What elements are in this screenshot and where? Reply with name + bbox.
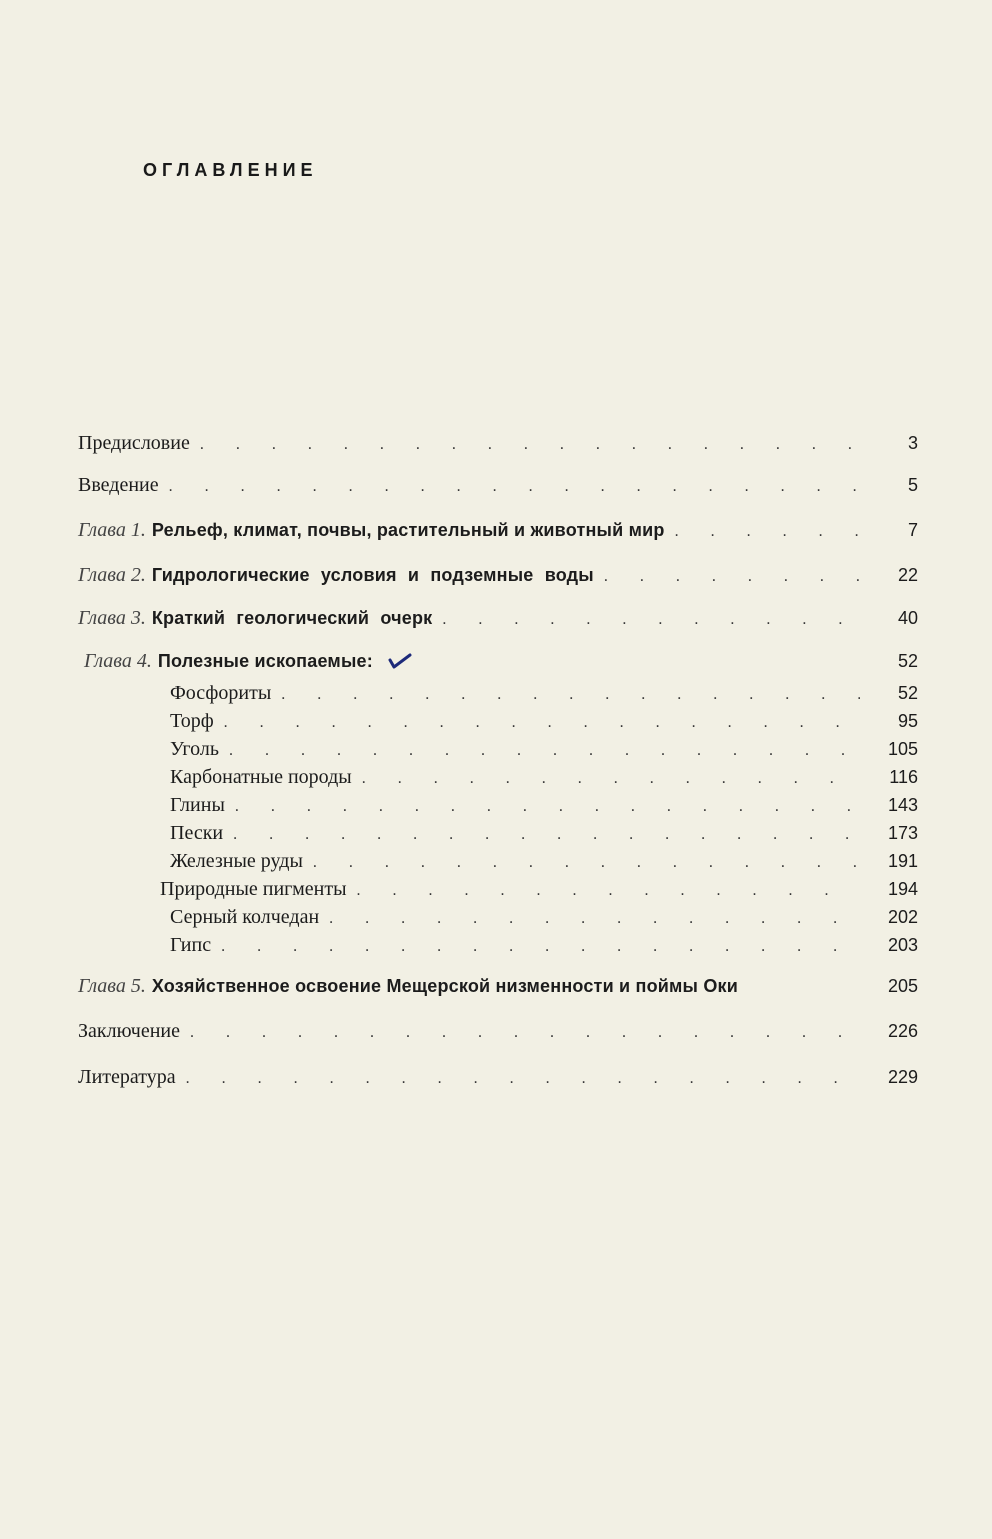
toc-entry [78,1062,918,1092]
toc-entry-label [78,515,665,545]
toc-entry-label [78,846,303,876]
toc-entry-page: 203 [887,935,918,955]
handwritten-check-icon [387,652,413,672]
chapter-number: Глава 4. [84,650,152,672]
toc-entry-title: Глины [170,794,225,816]
toc-entry-label [78,470,159,500]
toc-entry-label [78,560,594,590]
toc-entry-page: 226 [887,1021,918,1041]
toc-entry-label [78,1016,180,1046]
toc-entry-title: Серный колчедан [170,906,320,928]
toc-entry-label [78,818,223,848]
toc-entry-chapter [78,646,918,676]
toc-subentry [78,874,918,904]
toc-subentry [78,762,918,792]
toc-entry [78,470,918,500]
toc-entry-title: Пески [170,822,224,844]
toc-entry [78,1016,918,1046]
toc-entry-label [78,790,225,820]
toc-entry-label [78,646,413,676]
toc-subentry [78,818,918,848]
toc-entry-page: 7 [907,520,918,540]
toc-entry-label [78,603,432,633]
toc-entry-title: Предисловие [78,432,190,454]
toc-entry-page: 52 [897,651,918,671]
toc-entry-title: Фосфориты [170,682,272,704]
toc-subentry [78,678,918,708]
toc-entry-page: 229 [887,1067,918,1087]
toc-subentry [78,902,918,932]
toc-entry-label [78,678,271,708]
dot-leader [169,472,860,502]
toc-subentry [78,706,918,736]
toc-subentry [78,790,918,820]
toc-entry-title: Краткий геологический очерк [151,608,433,628]
toc-entry-page: 116 [889,767,918,787]
toc-entry-page: 143 [887,795,918,815]
toc-subentry [78,846,918,876]
chapter-number: Глава 3. [78,607,146,629]
toc-entry-chapter [78,971,918,1001]
dot-leader [221,932,860,962]
toc-entry-page: 191 [887,851,918,871]
toc-entry-title: Железные руды [170,850,303,872]
toc-entry-title: Гипс [170,934,212,956]
toc-subentry [78,930,918,960]
toc-entry-label [78,762,352,792]
dot-leader [604,562,860,592]
toc-entry-title: Карбонатные породы [170,766,352,788]
toc-entry-page: 194 [887,879,918,899]
toc-entry-page: 5 [907,475,918,495]
dot-leader [200,430,860,460]
toc-entry-title: Введение [78,474,159,496]
toc-entry-label [78,1062,176,1092]
toc-entry-title: Литература [78,1066,176,1088]
toc-entry-page: 105 [887,739,918,759]
chapter-number: Глава 1. [78,519,146,541]
toc-entry-title: Гидрологические условия и подземные воды [151,565,594,585]
toc-entry-page: 40 [897,608,918,628]
toc-entry-label [78,706,214,736]
toc-entry-page: 173 [887,823,918,843]
toc-entry-title: Рельеф, климат, почвы, растительный и животный мир [151,520,665,540]
toc-entry-label [78,971,738,1001]
dot-leader [190,1018,860,1048]
toc-entry-title: Торф [170,710,214,732]
toc-entry-page: 22 [897,565,918,585]
toc-entry-page: 205 [887,976,918,996]
toc-entry-label [78,734,219,764]
toc-entry-chapter [78,515,918,545]
toc-entry-page: 52 [897,683,918,703]
dot-leader [675,517,860,547]
toc-entry [78,428,918,458]
chapter-number: Глава 5. [78,975,146,997]
toc-entry-label [78,428,190,458]
toc-entry-title: Природные пигменты [160,878,347,900]
dot-leader [442,605,860,635]
toc-entry-title: Заключение [78,1020,180,1042]
toc-entry-title: Хозяйственное освоение Мещерской низменности и поймы Оки [151,976,738,996]
toc-entry-chapter [78,603,918,633]
toc-entry-page: 202 [887,907,918,927]
toc-entry-page: 95 [897,711,918,731]
chapter-number: Глава 2. [78,564,146,586]
toc-entry-page: 3 [907,433,918,453]
dot-leader [186,1064,860,1094]
toc-entry-label [78,874,347,904]
toc-entry-label [78,902,319,932]
toc-entry-title: Полезные ископаемые: [157,651,373,671]
toc-subentry [78,734,918,764]
toc-entry-label [78,930,211,960]
page-title: ОГЛАВЛЕНИЕ [143,160,318,180]
toc-entry-chapter [78,560,918,590]
toc-entry-title: Уголь [170,738,219,760]
